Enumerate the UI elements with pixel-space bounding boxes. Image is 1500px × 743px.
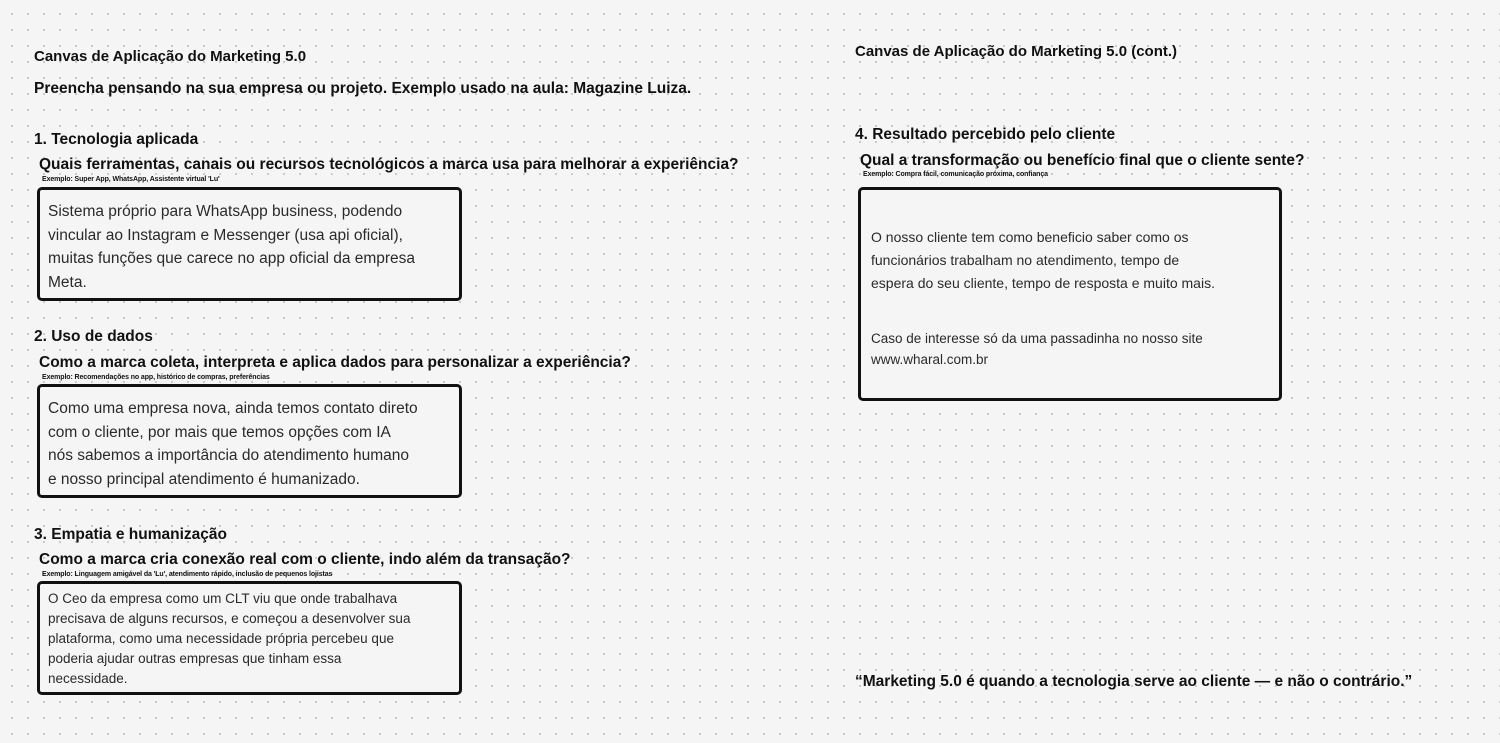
section-1-answer-box[interactable] [37,187,462,301]
canvas-title-cont: Canvas de Aplicação do Marketing 5.0 (cont.) [855,43,1178,60]
section-1-answer-text: Sistema próprio para WhatsApp business, podendo vincular ao Instagram e Messenger (usa api oficial), muitas funções que carece no app oficial da empresa Meta. [48,203,416,291]
section-1-question: Quais ferramentas, canais ou recursos tecnológicos a marca usa para melhorar a experiência? [39,156,739,173]
section-1-heading: 1. Tecnologia aplicada [34,131,199,148]
canvas-subtitle: Preencha pensando na sua empresa ou projeto. Exemplo usado na aula: Magazine Luiza. [34,80,692,97]
section-2-example: Exemplo: Recomendações no app, histórico de compras, preferências [42,374,270,381]
section-4-answer-text [861,190,1279,393]
section-2-heading: 2. Uso de dados [34,328,153,345]
section-4-question: Qual a transformação ou benefício final que o cliente sente? [860,152,1305,169]
canvas-title: Canvas de Aplicação do Marketing 5.0 [34,48,307,65]
section-3-question: Como a marca cria conexão real com o cliente, indo além da transação? [39,551,571,568]
section-4-answer-box[interactable] [858,187,1282,401]
section-3-example: Exemplo: Linguagem amigável da 'Lu', atendimento rápido, inclusão de pequenos lojistas [42,571,333,578]
section-3-answer-box[interactable] [37,581,462,695]
section-3-answer-text: O Ceo da empresa como um CLT viu que onde trabalhava precisava de alguns recursos, e começou a desenvolver sua plataforma, como uma necessidade própria percebeu que poderia ajudar outras empresas que tinham essa necessidade. [48,591,411,686]
section-4-answer-paragraph-2: Caso de interesse só da uma passadinha no nosso site www.wharal.com.br [871,331,1203,367]
section-2-question: Como a marca coleta, interpreta e aplica dados para personalizar a experiência? [39,354,631,371]
section-3-heading: 3. Empatia e humanização [34,526,227,543]
section-1-example: Exemplo: Super App, WhatsApp, Assistente virtual 'Lu' [42,176,220,183]
section-4-heading: 4. Resultado percebido pelo cliente [855,126,1116,143]
marketing-quote: “Marketing 5.0 é quando a tecnologia serve ao cliente — e não o contrário.” [855,673,1413,690]
section-2-answer-text: Como uma empresa nova, ainda temos contato direto com o cliente, por mais que temos opções com IA nós sabemos a importância do atendimento humano e nosso principal atendimento é humanizado. [48,400,418,488]
section-2-answer-box[interactable] [37,384,462,498]
section-4-example: Exemplo: Compra fácil, comunicação próxima, confiança [863,171,1048,178]
section-4-answer-paragraph-1: O nosso cliente tem como beneficio saber como os funcionários trabalham no atendimento, tempo de espera do seu cliente, tempo de resposta e muito mais. [871,229,1215,291]
